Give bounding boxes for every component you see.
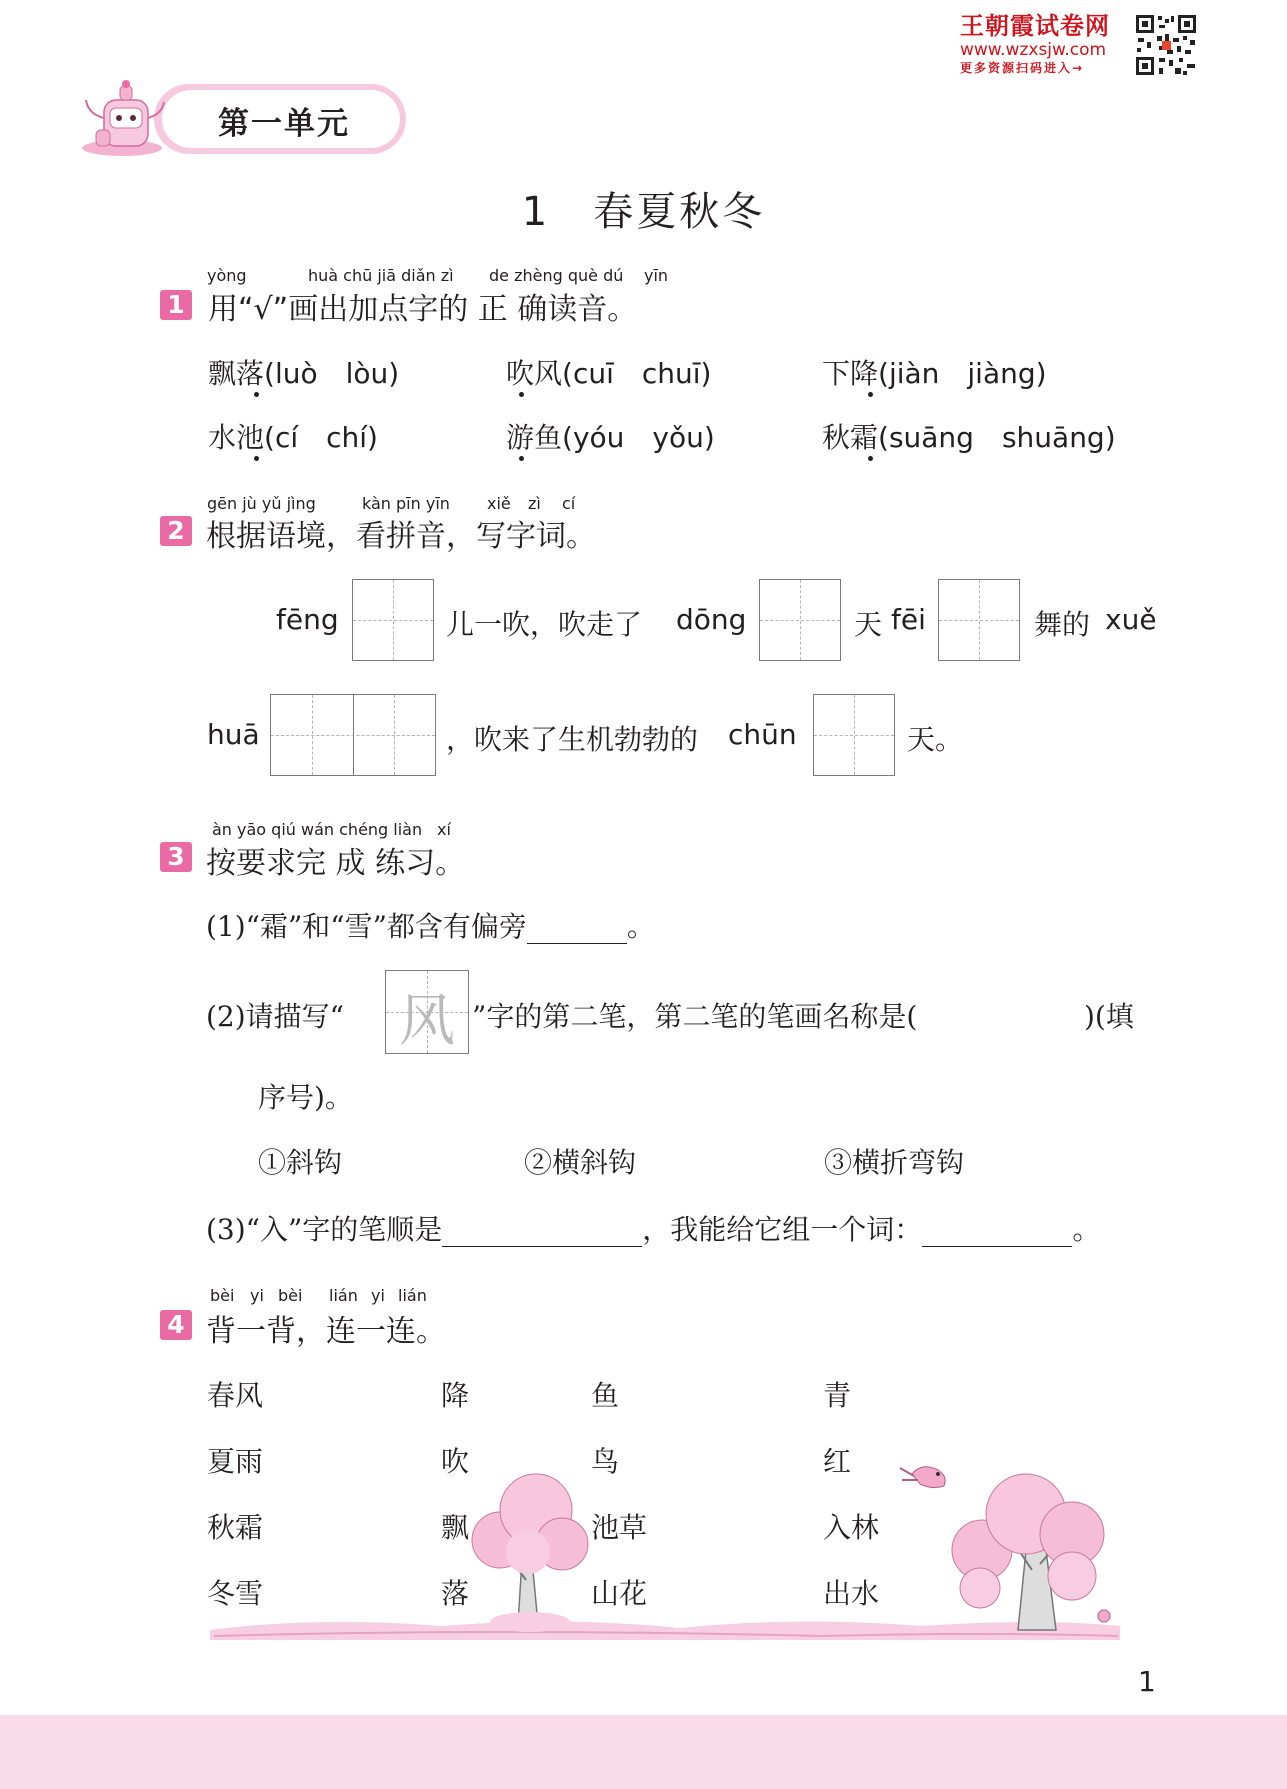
pinyin-prompt: xuě [1105, 603, 1157, 636]
unit-title: 第一单元 [218, 106, 350, 142]
sub-question-1-text: (1)“霜”和“雪”都含有偏旁 [206, 910, 527, 943]
emphasis-dot [868, 392, 873, 397]
answer-paren-blank[interactable] [1022, 995, 1080, 1029]
emphasis-dot [519, 392, 524, 397]
lesson-title: 1 春夏秋冬 [521, 189, 766, 235]
q3-pinyin-2: xí [437, 820, 451, 839]
pinyin-prompt: chūn [728, 718, 797, 751]
page-number: 1 [1138, 1665, 1156, 1698]
q1-item [208, 416, 378, 456]
q4-pinyin: yi [371, 1286, 385, 1305]
brand-url[interactable]: www.wzxsjw.com [960, 40, 1107, 60]
question-number: 1 [160, 290, 192, 320]
choice-option[interactable]: ②横斜钩 [524, 1146, 637, 1179]
q1-item [822, 352, 1047, 392]
match-col3[interactable]: 鸟 [591, 1445, 620, 1478]
q1-word: 下降 [822, 357, 879, 390]
pinyin-prompt: huā [207, 718, 260, 751]
q2-pinyin-2: kàn pīn yīn [362, 494, 450, 513]
question-text: 背一背，连一连。 [206, 1314, 446, 1349]
q1-word: 游鱼 [506, 421, 563, 454]
question-text: 按要求完 成 练习。 [206, 846, 466, 881]
match-col1[interactable]: 秋霜 [207, 1511, 264, 1544]
pinyin-prompt: fēi [891, 603, 926, 636]
q1-word: 水池 [208, 421, 265, 454]
q1-options[interactable]: (jiàn jiàng) [878, 357, 1047, 390]
trace-character: 风 [399, 989, 455, 1054]
emphasis-dot [254, 456, 259, 461]
writing-grid[interactable] [759, 579, 841, 661]
match-col3[interactable]: 鱼 [591, 1379, 620, 1412]
q1-item [506, 352, 711, 392]
match-col2[interactable]: 吹 [441, 1445, 470, 1478]
q1-word: 飘落 [208, 357, 265, 390]
match-col1[interactable]: 春风 [207, 1379, 264, 1412]
qr-code-icon[interactable] [1135, 14, 1197, 76]
q1-options[interactable]: (cuī chuī) [562, 357, 712, 390]
q1-options[interactable]: (yóu yǒu) [562, 421, 715, 454]
brand-block [960, 12, 1140, 76]
q1-item [208, 352, 399, 392]
emphasis-dot [868, 456, 873, 461]
writing-grid-double[interactable] [270, 694, 436, 776]
sentence-text: ，吹来了生机勃勃的 [446, 723, 699, 756]
answer-blank[interactable] [922, 1213, 1072, 1247]
emphasis-dot [254, 392, 259, 397]
q1-item [822, 416, 1116, 456]
q4-pinyin: bèi [278, 1286, 303, 1305]
pinyin-prompt: fēng [276, 603, 339, 636]
sub-question-1 [206, 905, 655, 945]
brand-name: 王朝霞试卷网 [960, 12, 1110, 40]
q1-word: 吹风 [506, 357, 563, 390]
choice-option[interactable]: ①斜钩 [258, 1146, 343, 1179]
q4-pinyin: bèi [210, 1286, 235, 1305]
footer-band [0, 1715, 1287, 1789]
q1-word: 秋霜 [822, 421, 879, 454]
brand-tip: 更多资源扫码进入→ [960, 61, 1085, 75]
q4-pinyin: lián [329, 1286, 358, 1305]
match-col2[interactable]: 落 [441, 1577, 470, 1610]
q1-pinyin-4: yīn [644, 266, 669, 285]
sentence-text: 舞的 [1034, 608, 1091, 641]
q1-options[interactable]: (suāng shuāng) [878, 421, 1116, 454]
question-number: 2 [160, 516, 192, 546]
writing-grid[interactable] [352, 579, 434, 661]
choice-option[interactable]: ③横折弯钩 [824, 1146, 965, 1179]
sub-question-3-text: (3)“入”字的笔顺是 [206, 1213, 443, 1246]
sub-question-2-b: ”字的第二笔，第二笔的笔画名称是( [472, 1000, 918, 1033]
writing-grid[interactable] [938, 579, 1020, 661]
q1-pinyin-3: de zhèng què dú [489, 266, 624, 285]
match-col4[interactable]: 出水 [823, 1577, 880, 1610]
q4-pinyin: lián [398, 1286, 427, 1305]
sentence-text: 儿一吹，吹走了 [446, 608, 643, 641]
match-col2[interactable]: 飘 [441, 1511, 470, 1544]
sub-question-3-text-b: ，我能给它组一个词： [642, 1213, 923, 1246]
sub-question-3 [206, 1208, 1100, 1248]
match-col4[interactable]: 青 [823, 1379, 852, 1412]
q2-pinyin-5: cí [562, 494, 576, 513]
spring-scenery-illustration [200, 1440, 1130, 1650]
q3-pinyin-1: àn yāo qiú wán chéng liàn [212, 820, 423, 839]
q2-pinyin-3: xiě [487, 494, 511, 513]
writing-grid[interactable] [813, 694, 895, 776]
q1-options[interactable]: (cí chí) [264, 421, 378, 454]
match-col2[interactable]: 降 [441, 1379, 470, 1412]
match-col3[interactable]: 山花 [591, 1577, 648, 1610]
match-col3[interactable]: 池草 [591, 1511, 648, 1544]
q2-pinyin-4: zì [528, 494, 541, 513]
sub-question-2-d: 序号)。 [258, 1081, 353, 1114]
q4-pinyin: yi [250, 1286, 264, 1305]
match-col1[interactable]: 夏雨 [207, 1445, 264, 1478]
match-col4[interactable]: 入林 [823, 1511, 880, 1544]
q1-options[interactable]: (luò lòu) [264, 357, 400, 390]
pinyin-prompt: dōng [676, 603, 747, 636]
question-number: 4 [160, 1310, 192, 1340]
sentence-text: 天 [854, 608, 883, 641]
sub-question-2-a: (2)请描写“ [206, 1000, 344, 1033]
answer-blank[interactable] [527, 910, 627, 944]
question-text: 用“√”画出加点字的 正 确读音。 [208, 292, 638, 327]
question-text: 根据语境，看拼音，写字词。 [206, 519, 596, 554]
q1-item [506, 416, 715, 456]
sub-question-2-c: )(填 [1084, 1000, 1134, 1033]
match-col4[interactable]: 红 [823, 1445, 852, 1478]
match-col1[interactable]: 冬雪 [207, 1577, 264, 1610]
q1-pinyin-2: huà chū jiā diǎn zì [308, 266, 454, 285]
punctuation: 。 [626, 910, 655, 943]
punctuation: 。 [1072, 1213, 1101, 1246]
question-number: 3 [160, 842, 192, 872]
answer-blank[interactable] [442, 1213, 642, 1247]
mascot-icon [82, 80, 164, 156]
q1-pinyin-1: yòng [207, 266, 247, 285]
sentence-text: 天。 [907, 723, 964, 756]
q2-pinyin-1: gēn jù yǔ jìng [207, 494, 316, 513]
emphasis-dot [519, 456, 524, 461]
trace-grid[interactable] [385, 970, 469, 1054]
